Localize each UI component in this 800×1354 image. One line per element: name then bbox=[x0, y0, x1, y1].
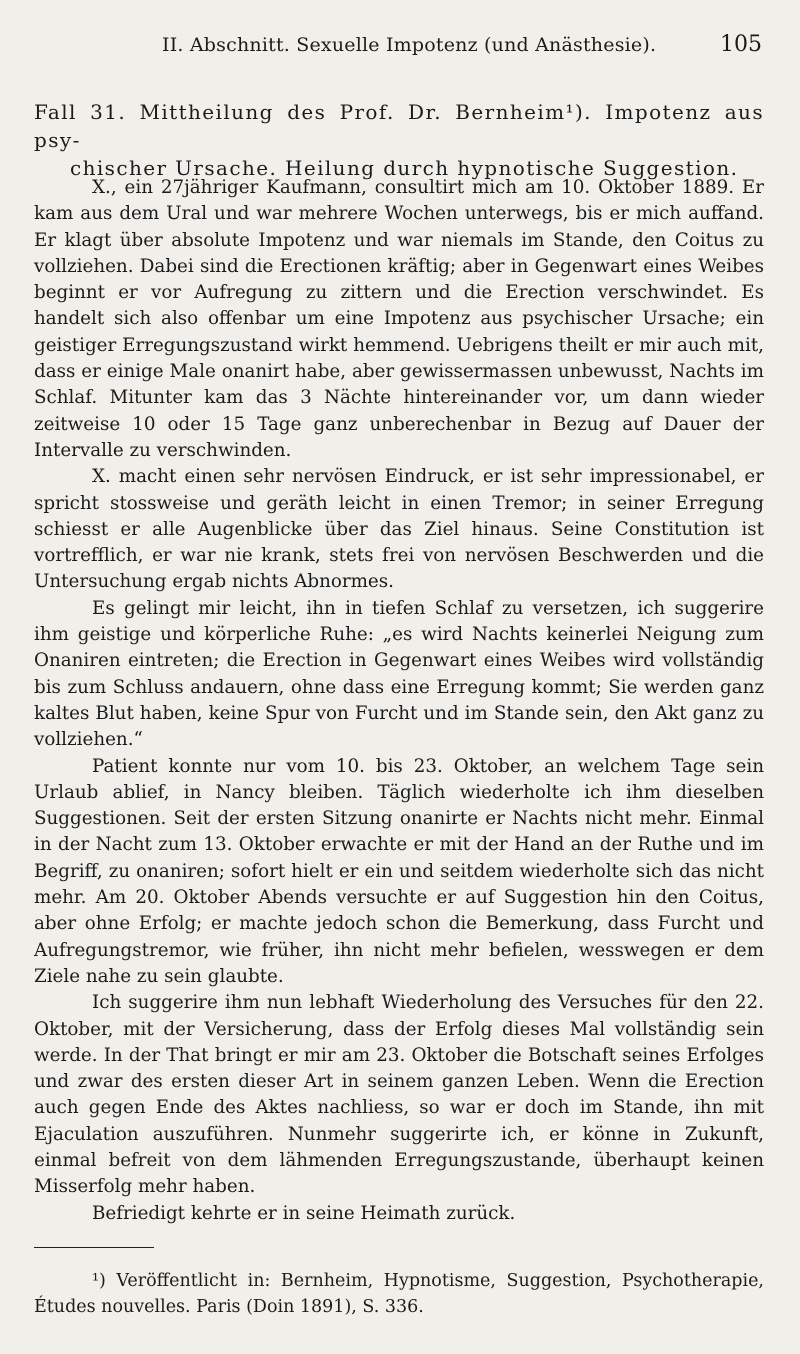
footnote-divider bbox=[34, 1247, 154, 1248]
running-head bbox=[162, 34, 762, 64]
paragraph: Ich suggerire ihm nun lebhaft Wiederholung des Versuches für den 22. Oktober, mit der Versicherung, dass der Erfolg dieses Mal vollständig sein werde. In der That bringt er mir am 23. Oktober die Botschaft seines Erfolges und zwar des ersten dieser Art in seinem ganzen Leben. Wenn die Erection auch gegen Ende des Aktes nachliess, so war er doch im Stande, ihn mit Ejaculation auszuführen. Nunmehr suggerirte ich, er könne in Zukunft, einmal befreit von dem lähmenden Erregungszustande, überhaupt keinen Misserfolg mehr haben. bbox=[34, 992, 764, 1198]
chapter-title: II. Abschnitt. Sexuelle Impotenz (und Anästhesie). bbox=[162, 34, 657, 56]
body-text bbox=[34, 175, 764, 1227]
paragraph: X. macht einen sehr nervösen Eindruck, er ist sehr impressionabel, er spricht stossweise und geräth leicht in einen Tremor; in seiner Erregung schiesst er alle Augenblicke über das Ziel hinaus. Seine Constitution ist vortrefflich, er war nie krank, stets frei von nervösen Beschwerden und die Untersuchung ergab nichts Abnormes. bbox=[34, 466, 764, 593]
page-number: 105 bbox=[720, 32, 762, 57]
case-heading bbox=[34, 98, 764, 182]
footnote: ¹) Veröffentlicht in: Bernheim, Hypnotisme, Suggestion, Psychotherapie, Études nouvelles. Paris (Doin 1891), S. 336. bbox=[34, 1271, 764, 1317]
paragraph: Patient konnte nur vom 10. bis 23. Oktober, an welchem Tage sein Urlaub ablief, in Nancy bleiben. Täglich wiederholte ich ihm dieselben Suggestionen. Seit der ersten Sitzung onanirte er Nachts nicht mehr. Einmal in der Nacht zum 13. Oktober erwachte er mit der Hand an der Ruthe und im Begriff, zu onaniren; sofort hielt er ein und seitdem wiederholte sich das nicht mehr. Am 20. Oktober Abends versuchte er auf Suggestion hin den Coitus, aber ohne Erfolg; er machte jedoch schon die Bemerkung, dass Furcht und Aufregungstremor, wie früher, ihn nicht mehr befielen, wesswegen er dem Ziele nahe zu sein glaubte. bbox=[34, 755, 764, 987]
paragraph: X., ein 27jähriger Kaufmann, consultirt mich am 10. Oktober 1889. Er kam aus dem Ural und war mehrere Wochen unterwegs, bis er mich auffand. Er klagt über absolute Impotenz und war niemals im Stande, den Coitus zu vollziehen. Dabei sind die Erectionen kräftig; aber in Gegenwart eines Weibes beginnt er vor Aufregung zu zittern und die Erection verschwindet. Es handelt sich also offenbar um eine Impotenz aus psychischer Ursache; ein geistiger Erregungszustand wirkt hemmend. Uebrigens theilt er mir auch mit, dass er einige Male onanirt habe, aber gewissermassen unbewusst, Nachts im Schlaf. Mitunter kam das 3 Nächte hintereinander vor, um dann wieder zeitweise 10 oder 15 Tage ganz unberechenbar in Bezug auf Dauer der Intervalle zu verschwinden. bbox=[34, 177, 764, 461]
paragraph: Befriedigt kehrte er in seine Heimath zurück. bbox=[92, 1202, 516, 1224]
paragraph: Es gelingt mir leicht, ihn in tiefen Schlaf zu versetzen, ich suggerire ihm geistige und körperliche Ruhe: „es wird Nachts keinerlei Neigung zum Onaniren eintreten; die Erection in Gegenwart eines Weibes wird vollständig bis zum Schluss andauern, ohne dass eine Erregung kommt; Sie werden ganz kaltes Blut haben, keine Spur von Furcht und im Stande sein, den Akt ganz zu vollziehen.“ bbox=[34, 597, 764, 751]
case-heading-line-1: Fall 31. Mittheilung des Prof. Dr. Bernheim¹). Impotenz aus psy- bbox=[34, 100, 764, 152]
case-heading-line-2: chischer Ursache. Heilung durch hypnotische Suggestion. bbox=[70, 156, 739, 180]
